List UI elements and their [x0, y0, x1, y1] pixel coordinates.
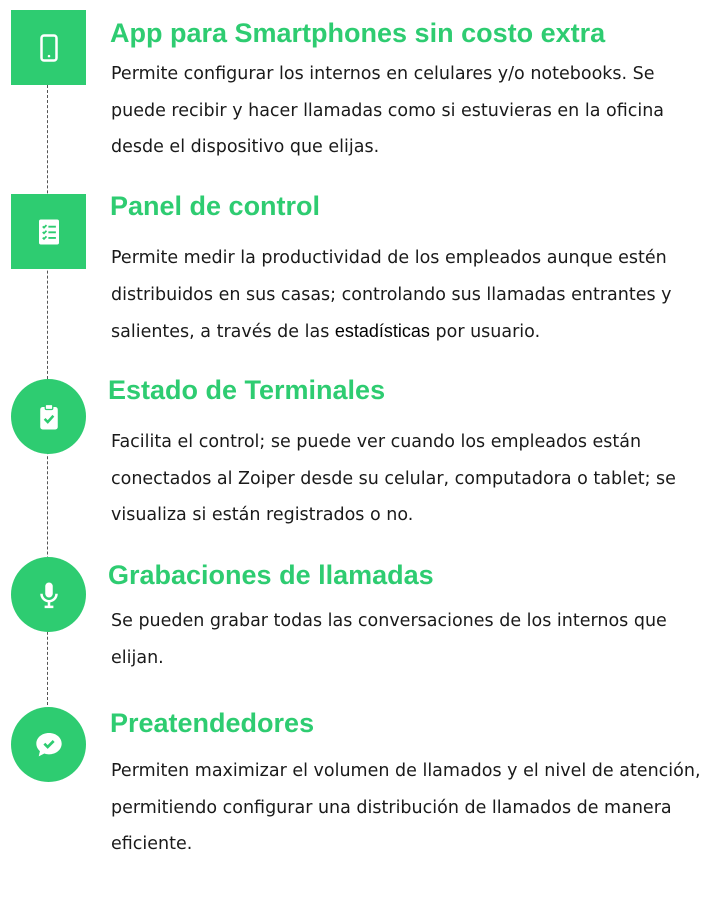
clipboard-check-icon [34, 402, 64, 432]
smartphone-icon [34, 33, 64, 63]
checklist-icon [34, 217, 64, 247]
feature-title: Estado de Terminales [108, 375, 386, 405]
estadisticas-link[interactable]: estadísticas [334, 321, 430, 341]
feature-title: App para Smartphones sin costo extra [110, 18, 606, 48]
microphone-icon [34, 580, 64, 610]
feature-title: Preatendedores [110, 708, 315, 738]
feature-description: Permiten maximizar el volumen de llamados y el nivel de atención, permitiendo configurar una distribución de llamados de manera eficiente. [111, 761, 701, 854]
clipboard-check-icon-box [11, 379, 86, 454]
feature-description: Facilita el control; se puede ver cuando los empleados están conectados al Zoiper desde su celular, computadora o tablet; se visualiza si están registrados o no. [111, 432, 676, 525]
feature-title: Panel de control [110, 191, 321, 221]
feature-description: Se pueden grabar todas las conversaciones de los internos que elijan. [111, 611, 667, 668]
feature-description: Permite medir la productividad de los empleados aunque estén distribuidos en sus casas; controlando sus llamadas entrantes y salientes, a través de las estadísticas por usuario. [111, 248, 672, 342]
checklist-icon-box [11, 194, 86, 269]
smartphone-icon-box [11, 10, 86, 85]
feature-description: Permite configurar los internos en celulares y/o notebooks. Se puede recibir y hacer llamadas como si estuvieras en la oficina desde el dispositivo que elijas. [111, 64, 665, 157]
chat-check-icon [33, 729, 65, 761]
chat-check-icon-box [11, 707, 86, 782]
microphone-icon-box [11, 557, 86, 632]
feature-title: Grabaciones de llamadas [108, 560, 434, 590]
